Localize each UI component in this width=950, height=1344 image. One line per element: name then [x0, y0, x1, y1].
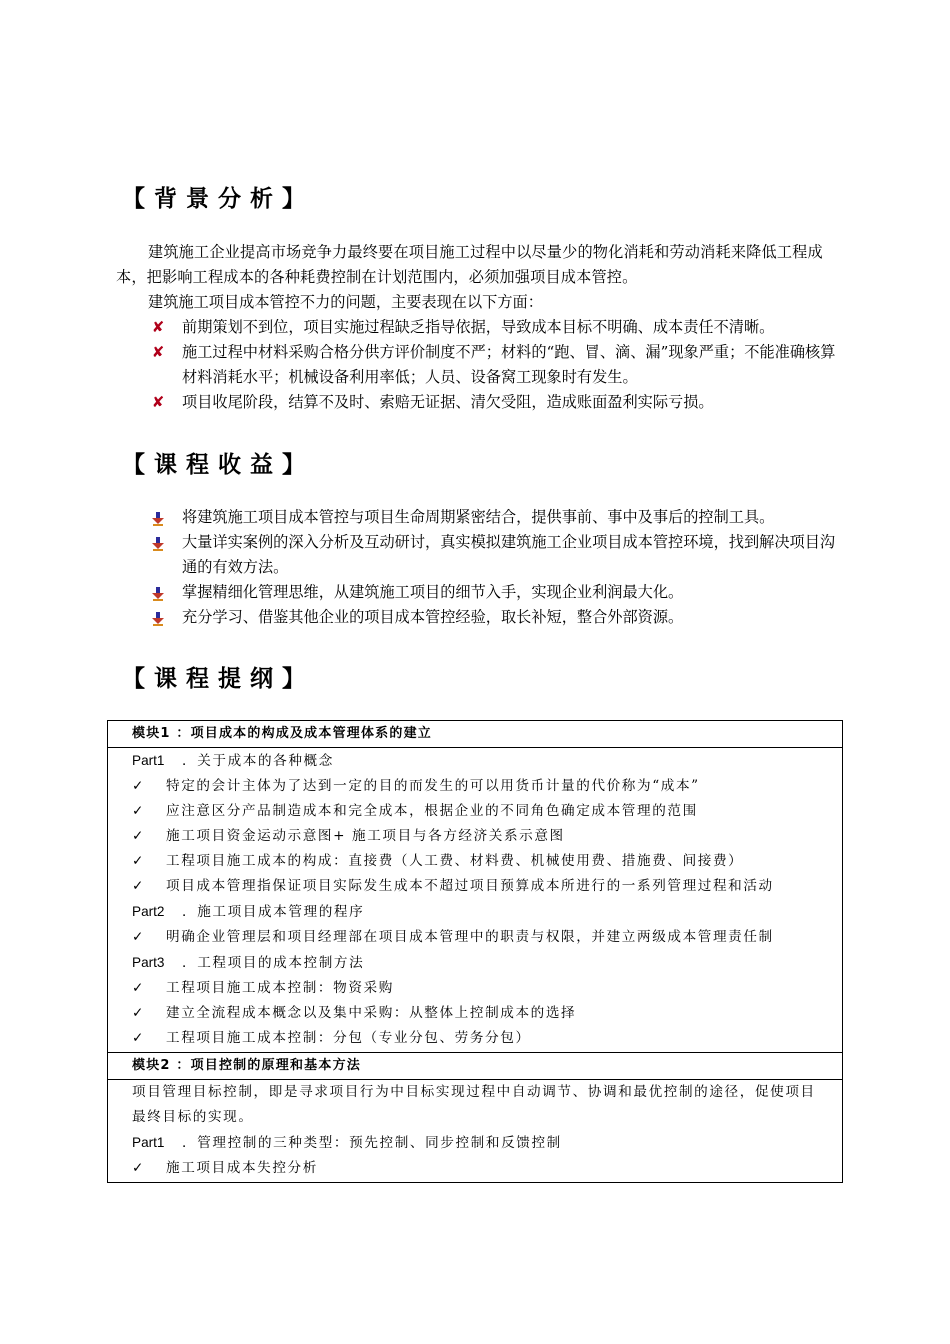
section-heading-gains: 【课程收益】: [122, 452, 314, 478]
down-arrow-bullet-icon: [148, 605, 168, 630]
check-icon: ✓: [132, 980, 145, 996]
part-title: ．管理控制的三种类型：预先控制、同步控制和反馈控制: [182, 1135, 562, 1151]
list-item-text: 将建筑施工项目成本管控与项目生命周期紧密结合，提供事前、事中及事后的控制工具。: [182, 508, 775, 526]
list-item-text: 前期策划不到位，项目实施过程缺乏指导依据，导致成本目标不明确、成本责任不清晰。: [182, 318, 775, 336]
list-item-text: 项目收尾阶段，结算不及时、索赔无证据、清欠受阻，造成账面盈利实际亏损。: [182, 393, 714, 411]
list-item: [132, 774, 830, 799]
check-icon: ✓: [132, 778, 145, 794]
check-icon: ✓: [132, 1005, 145, 1021]
down-arrow-bullet-icon: [148, 505, 168, 530]
list-item: [132, 976, 830, 1001]
background-paragraph-1: 建筑施工企业提高市场竞争力最终要在项目施工过程中以尽量少的物化消耗和劳动消耗来降低工程成本，把影响工程成本的各种耗费控制在计划范围内，必须加强项目成本管控。: [116, 243, 823, 286]
part-heading: [132, 1130, 830, 1156]
list-item: [148, 340, 842, 390]
module-1-content: [108, 748, 843, 1053]
check-icon: ✓: [132, 828, 145, 844]
outline-table: [107, 720, 843, 1183]
module-2-title: 模块2 ：项目控制的原理和基本方法: [108, 1053, 843, 1080]
check-icon: ✓: [132, 803, 145, 819]
x-mark-icon: ✘: [151, 343, 165, 361]
part-label: Part3: [132, 955, 165, 970]
section-heading-outline: 【课程提纲】: [122, 666, 314, 692]
module-intro: 项目管理目标控制，即是寻求项目行为中目标实现过程中自动调节、协调和最优控制的途径，促使项目最终目标的实现。: [132, 1084, 816, 1125]
list-item-text: 施工项目成本失控分析: [166, 1160, 318, 1176]
x-mark-icon: ✘: [151, 393, 165, 411]
part-label: Part1: [132, 753, 165, 768]
table-row: [108, 721, 843, 748]
list-item: [132, 1001, 830, 1026]
list-item-text: 应注意区分产品制造成本和完全成本，根据企业的不同角色确定成本管理的范围: [166, 803, 698, 819]
list-item: [132, 1156, 830, 1181]
part-heading: [132, 899, 830, 925]
background-paragraph-2: 建筑施工项目成本管控不力的问题，主要表现在以下方面：: [148, 293, 543, 311]
x-mark-icon: ✘: [151, 318, 165, 336]
list-item: [148, 390, 842, 415]
list-item-text: 项目成本管理指保证项目实际发生成本不超过项目预算成本所进行的一系列管理过程和活动: [166, 878, 774, 894]
list-item-text: 施工项目资金运动示意图+ 施工项目与各方经济关系示意图: [166, 828, 565, 844]
module-1-title: 模块1 ：项目成本的构成及成本管理体系的建立: [108, 721, 843, 748]
check-icon: ✓: [132, 1030, 145, 1046]
list-item-text: 大量详实案例的深入分析及互动研讨，真实模拟建筑施工企业项目成本管控环境，找到解决项目沟通的有效方法。: [182, 533, 836, 576]
part-title: ．工程项目的成本控制方法: [182, 955, 365, 971]
list-item-text: 充分学习、借鉴其他企业的项目成本管控经验，取长补短，整合外部资源。: [182, 608, 684, 626]
list-item-text: 特定的会计主体为了达到一定的目的而发生的可以用货币计量的代价称为“成本”: [166, 778, 700, 794]
table-row: [108, 1053, 843, 1080]
list-item-text: 工程项目施工成本控制：分包（专业分包、劳务分包）: [166, 1030, 531, 1046]
list-item-text: 工程项目施工成本的构成：直接费（人工费、材料费、机械使用费、措施费、间接费）: [166, 853, 744, 869]
part-label: Part2: [132, 904, 165, 919]
table-row: [108, 1080, 843, 1183]
list-item: [132, 849, 830, 874]
list-item: [148, 580, 842, 605]
list-item-text: 掌握精细化管理思维，从建筑施工项目的细节入手，实现企业利润最大化。: [182, 583, 684, 601]
list-item: [148, 505, 842, 530]
list-item: [132, 925, 830, 950]
check-icon: ✓: [132, 1160, 145, 1176]
list-item: [132, 1026, 830, 1051]
list-item: [132, 799, 830, 824]
list-item: [148, 605, 842, 630]
part-title: ．关于成本的各种概念: [182, 753, 334, 769]
list-item: [132, 824, 830, 849]
check-icon: ✓: [132, 929, 145, 945]
list-item: [148, 315, 842, 340]
section-heading-background: 【背景分析】: [122, 186, 314, 212]
part-heading: [132, 748, 830, 774]
list-item: [148, 530, 842, 580]
gains-list: [148, 505, 842, 630]
part-title: ．施工项目成本管理的程序: [182, 904, 365, 920]
list-item-text: 施工过程中材料采购合格分供方评价制度不严；材料的“跑、冒、滴、漏”现象严重；不能准确核算材料消耗水平；机械设备利用率低；人员、设备窝工现象时有发生。: [182, 343, 836, 386]
background-issue-list: [148, 315, 842, 415]
check-icon: ✓: [132, 853, 145, 869]
list-item-text: 工程项目施工成本控制：物资采购: [166, 980, 394, 996]
check-icon: ✓: [132, 878, 145, 894]
list-item-text: 建立全流程成本概念以及集中采购：从整体上控制成本的选择: [166, 1005, 577, 1021]
part-label: Part1: [132, 1135, 165, 1150]
table-row: [108, 748, 843, 1053]
part-heading: [132, 950, 830, 976]
list-item: [132, 874, 830, 899]
list-item-text: 明确企业管理层和项目经理部在项目成本管理中的职责与权限，并建立两级成本管理责任制: [166, 929, 774, 945]
down-arrow-bullet-icon: [148, 530, 168, 555]
module-2-content: [108, 1080, 843, 1183]
down-arrow-bullet-icon: [148, 580, 168, 605]
